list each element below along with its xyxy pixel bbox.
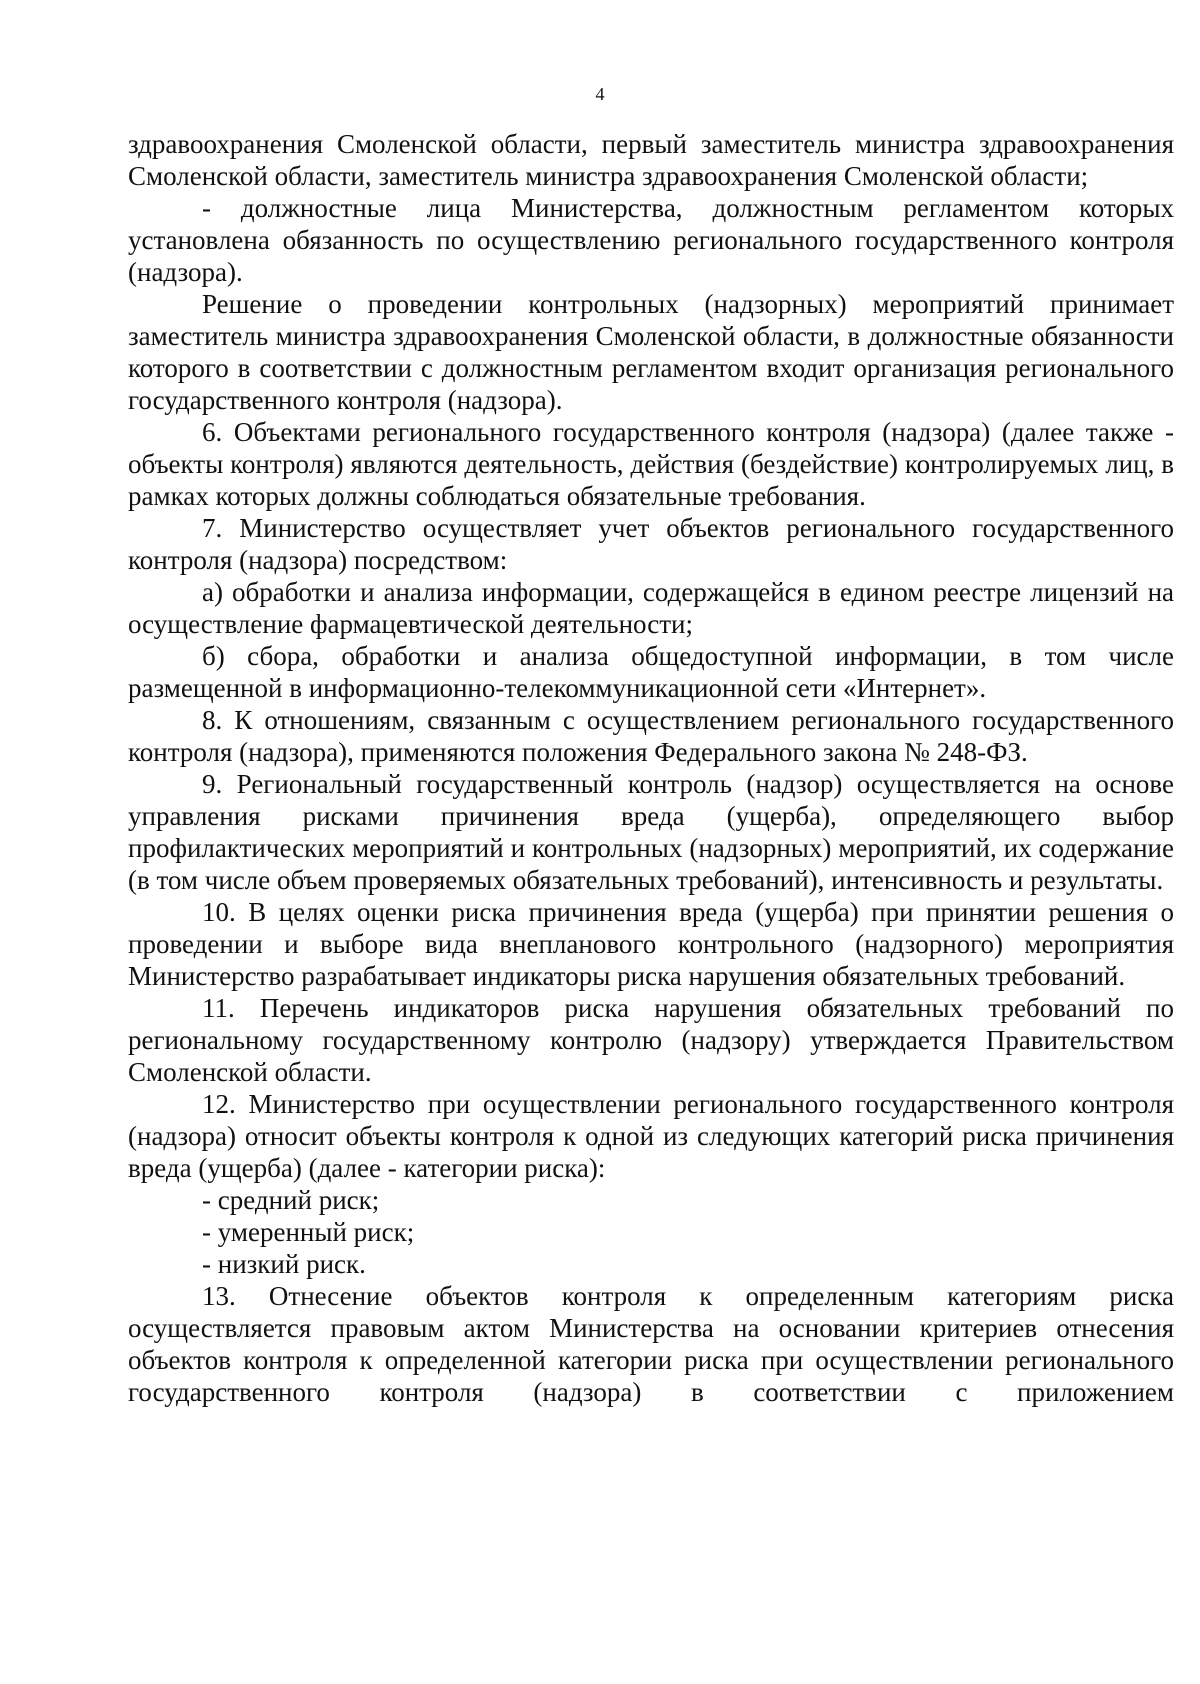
paragraph: 13. Отнесение объектов контроля к определенным категориям риска осуществляется правовым актом Министерства на основании критериев отнесения объектов контроля к определенной категории риска при осуществлении регионального государственного контроля (надзора) в соответствии с приложением xyxy=(128,1281,1174,1407)
paragraph: - должностные лица Министерства, должностным регламентом которых установлена обязанность по осуществлению регионального государственного контроля (надзора). xyxy=(128,193,1174,287)
page-number: 4 xyxy=(595,84,605,104)
paragraph: 8. К отношениям, связанным с осуществлением регионального государственного контроля (надзора), применяются положения Федерального закона № 248-ФЗ. xyxy=(128,705,1174,767)
paragraph: 7. Министерство осуществляет учет объектов регионального государственного контроля (надзора) посредством: xyxy=(128,513,1174,575)
paragraph: 10. В целях оценки риска причинения вреда (ущерба) при принятии решения о проведении и выборе вида внепланового контрольного (надзорного) мероприятия Министерство разрабатывает индикаторы риска нарушения обязательных требований. xyxy=(128,897,1174,991)
paragraph: - низкий риск. xyxy=(202,1249,366,1279)
paragraph: 11. Перечень индикаторов риска нарушения обязательных требований по региональному государственному контролю (надзору) утверждается Правительством Смоленской области. xyxy=(128,993,1174,1087)
paragraph: Решение о проведении контрольных (надзорных) мероприятий принимает заместитель министра здравоохранения Смоленской области, в должностные обязанности которого в соответствии с должностным регламентом входит организация регионального государственного контроля (надзора). xyxy=(128,289,1174,415)
paragraph: б) сбора, обработки и анализа общедоступной информации, в том числе размещенной в информационно-телекоммуникационной сети «Интернет». xyxy=(128,641,1174,703)
paragraph: 9. Региональный государственный контроль (надзор) осуществляется на основе управления рисками причинения вреда (ущерба), определяющего выбор профилактических мероприятий и контрольных (надзорных) мероприятий, их содержание (в том числе объем проверяемых обязательных требований), интенсивность и результаты. xyxy=(128,769,1174,895)
paragraph: - умеренный риск; xyxy=(202,1217,415,1247)
document-body xyxy=(128,128,1174,1408)
paragraph: - средний риск; xyxy=(202,1185,380,1215)
paragraph: а) обработки и анализа информации, содержащейся в едином реестре лицензий на осуществление фармацевтической деятельности; xyxy=(128,577,1174,639)
paragraph: здравоохранения Смоленской области, первый заместитель министра здравоохранения Смоленской области, заместитель министра здравоохранения Смоленской области; xyxy=(128,129,1174,191)
paragraph: 6. Объектами регионального государственного контроля (надзора) (далее также - объекты контроля) являются деятельность, действия (бездействие) контролируемых лиц, в рамках которых должны соблюдаться обязательные требования. xyxy=(128,417,1174,511)
paragraph: 12. Министерство при осуществлении регионального государственного контроля (надзора) относит объекты контроля к одной из следующих категорий риска причинения вреда (ущерба) (далее - категории риска): xyxy=(128,1089,1174,1183)
